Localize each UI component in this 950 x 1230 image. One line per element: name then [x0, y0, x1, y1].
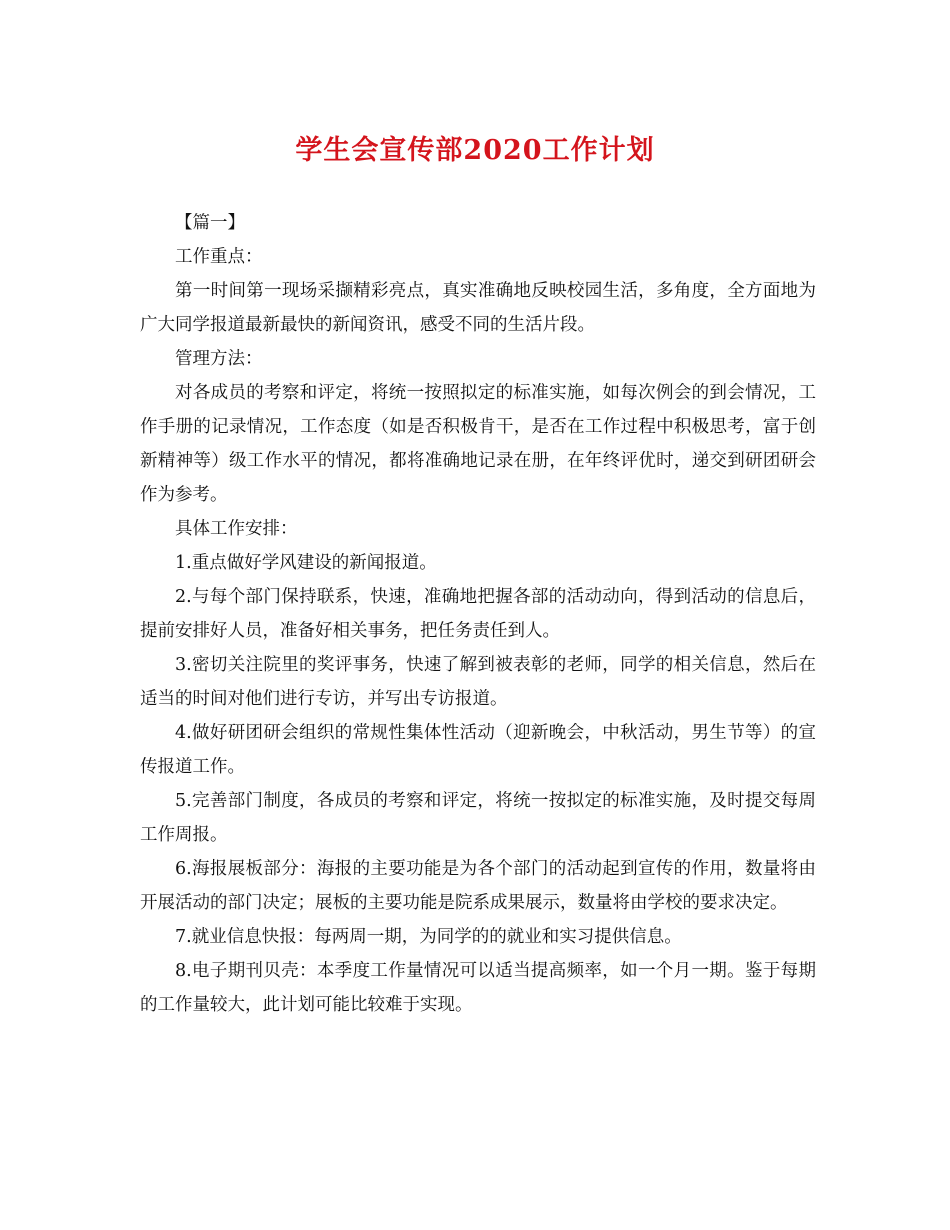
paragraph: 对各成员的考察和评定，将统一按照拟定的标准实施，如每次例会的到会情况，工作手册的记录情况，工作态度（如是否积极肯干，是否在工作过程中积极思考，富于创新精神等）级工作水平的情况，都将准确地记录在册，在年终评优时，递交到研团研会作为参考。	[140, 383, 816, 505]
list-item: 6.海报展板部分：海报的主要功能是为各个部门的活动起到宣传的作用，数量将由开展活动的部门决定；展板的主要功能是院系成果展示，数量将由学校的要求决定。	[140, 859, 816, 913]
list-item: 3.密切关注院里的奖评事务，快速了解到被表彰的老师，同学的相关信息，然后在适当的时间对他们进行专访，并写出专访报道。	[140, 655, 816, 709]
paragraph-label-arrangement: 具体工作安排：	[175, 519, 298, 539]
document-body	[140, 206, 816, 1022]
list-item: 5.完善部门制度，各成员的考察和评定，将统一按拟定的标准实施，及时提交每周工作周报。	[140, 791, 816, 845]
list-item: 7.就业信息快报：每两周一期，为同学的的就业和实习提供信息。	[175, 927, 682, 947]
document-title: 学生会宣传部2020工作计划	[295, 135, 655, 166]
list-item: 8.电子期刊贝壳：本季度工作量情况可以适当提高频率，如一个月一期。鉴于每期的工作量较大，此计划可能比较难于实现。	[140, 961, 816, 1015]
list-item: 4.做好研团研会组织的常规性集体性活动（迎新晚会，中秋活动，男生节等）的宣传报道工作。	[140, 723, 816, 777]
list-item: 2.与每个部门保持联系，快速，准确地把握各部的活动动向，得到活动的信息后，提前安排好人员，准备好相关事务，把任务责任到人。	[140, 587, 816, 641]
section-heading: 【篇一】	[175, 213, 245, 233]
paragraph-label-work-focus: 工作重点：	[175, 247, 263, 267]
paragraph-label-management: 管理方法：	[175, 349, 263, 369]
paragraph: 第一时间第一现场采撷精彩亮点，真实准确地反映校园生活，多角度，全方面地为广大同学报道最新最快的新闻资讯，感受不同的生活片段。	[140, 281, 816, 335]
list-item: 1.重点做好学风建设的新闻报道。	[175, 553, 437, 573]
